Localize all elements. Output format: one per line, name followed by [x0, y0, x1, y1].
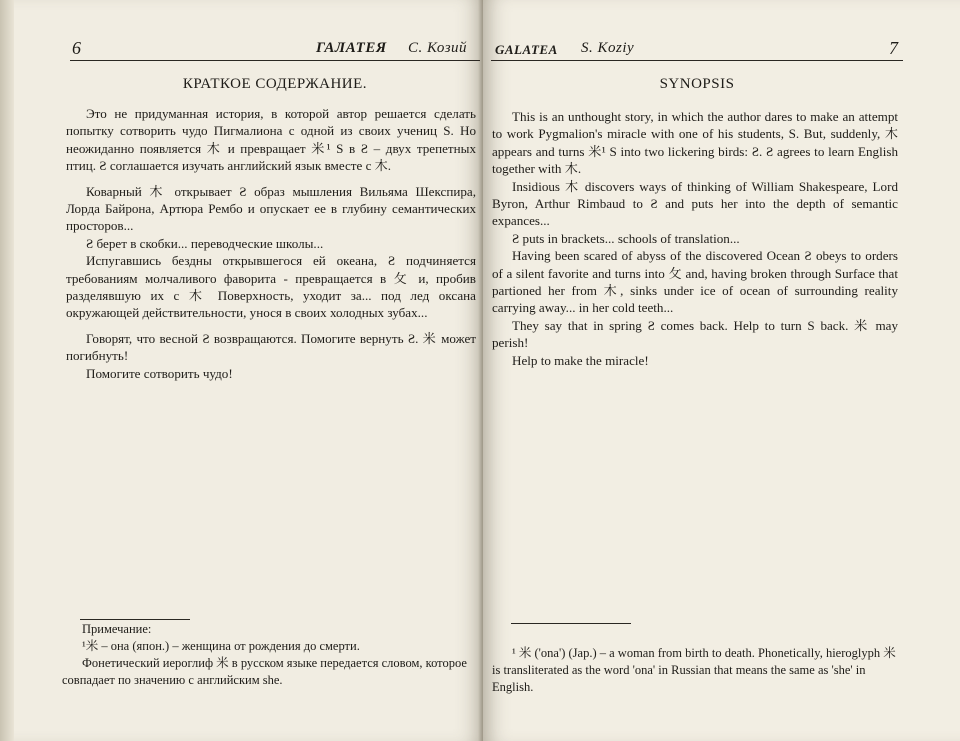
footnote-left — [62, 621, 472, 689]
body-text-right — [492, 108, 898, 369]
page-number-right: 7 — [889, 38, 898, 58]
running-head-author-right: S. Koziy — [581, 40, 635, 56]
page-number-left: 6 — [72, 38, 81, 58]
paragraph: Ƨ берет в скобки... переводческие школы... — [86, 235, 324, 251]
heading-right: SYNOPSIS — [659, 76, 735, 92]
footnote-right — [492, 645, 898, 696]
footnote-label: Примечание: — [82, 622, 152, 636]
paragraph: Испугавшись бездны открывшегося ей океана, Ƨ подчиняется требованиям молчаливого фаворита - превращается в ⺙ и, пробив разделявшую их с ⽊ Поверхность, уходит за... под лед оксана окружающей действительности, унося в своих холодных зубах... — [66, 253, 476, 321]
running-head-title-left: ГАЛАТЕЯ — [316, 40, 387, 56]
paragraph: Help to make the miracle! — [512, 352, 649, 368]
heading-left: КРАТКОЕ СОДЕРЖАНИЕ. — [182, 76, 368, 92]
paragraph: Ƨ puts in brackets... schools of translation... — [512, 230, 740, 246]
footnote-line: Фонетический иероглиф ⽶ в русском языке передается словом, которое совпадает по значению с английским she. — [62, 656, 467, 687]
running-head-title-right: GALATEA — [495, 42, 558, 57]
paragraph: Говорят, что весной Ƨ возвращаются. Помогите вернуть Ƨ. ⽶ может погибнуть! — [66, 330, 476, 364]
paragraph: Having been scared of abyss of the discovered Ocean Ƨ obeys to orders of a silent favorite and turns into ⺙ and, having broken through Surface that partioned her from ⽊, sinks under ice of ocean of surrounding reality carrying away... in her cold teeth... — [492, 248, 898, 316]
paragraph: They say that in spring Ƨ comes back. Help to turn S back. ⽶ may perish! — [492, 317, 898, 351]
footnote-line: ¹ ⽶ ('ona') (Jap.) – a woman from birth to death. Phonetically, hieroglyph ⽶ is transliterated as the word 'ona' in Russian that means the same as 'she' in English. — [492, 646, 896, 694]
paragraph: Insidious ⽊ discovers ways of thinking of William Shakespeare, Lord Byron, Arthur Rimbaud to Ƨ and puts her into the depth of semantic expances... — [492, 178, 898, 229]
header-rule-right — [491, 60, 903, 61]
paragraph: This is an unthought story, in which the author dares to make an attempt to work Pygmalion's miracle with one of his students, S. But, suddenly, ⽊ appears and turns ⽶¹ S into two lickering birds: Ƨ. Ƨ agrees to learn English together with ⽊. — [492, 109, 898, 177]
footnote-rule-right — [511, 623, 631, 624]
paragraph: Коварный ⽊ открывает Ƨ образ мышления Вильяма Шекспира, Лорда Байрона, Артюра Рембо и опускает ее в глубину семантических просторов... — [66, 183, 476, 234]
footnote-rule-left — [80, 619, 190, 620]
body-text-left — [66, 105, 476, 382]
paragraph: Это не придуманная история, в которой автор решается сделать попытку сотворить чудо Пигмалиона с одной из своих учениц S. Но неожиданно появляется ⽊ и превращает ⽶¹ S в Ƨ – двух трепетных птиц. Ƨ соглашается изучать английский язык вместе с ⽊. — [66, 106, 476, 174]
right-page — [483, 0, 960, 741]
page-edge — [0, 0, 14, 741]
footnote-line: ¹⽶ – она (япон.) – женщина от рождения до смерти. — [82, 639, 360, 653]
header-rule-left — [70, 60, 480, 61]
running-head-author-left: С. Козий — [408, 40, 468, 56]
paragraph: Помогите сотворить чудо! — [86, 365, 233, 381]
